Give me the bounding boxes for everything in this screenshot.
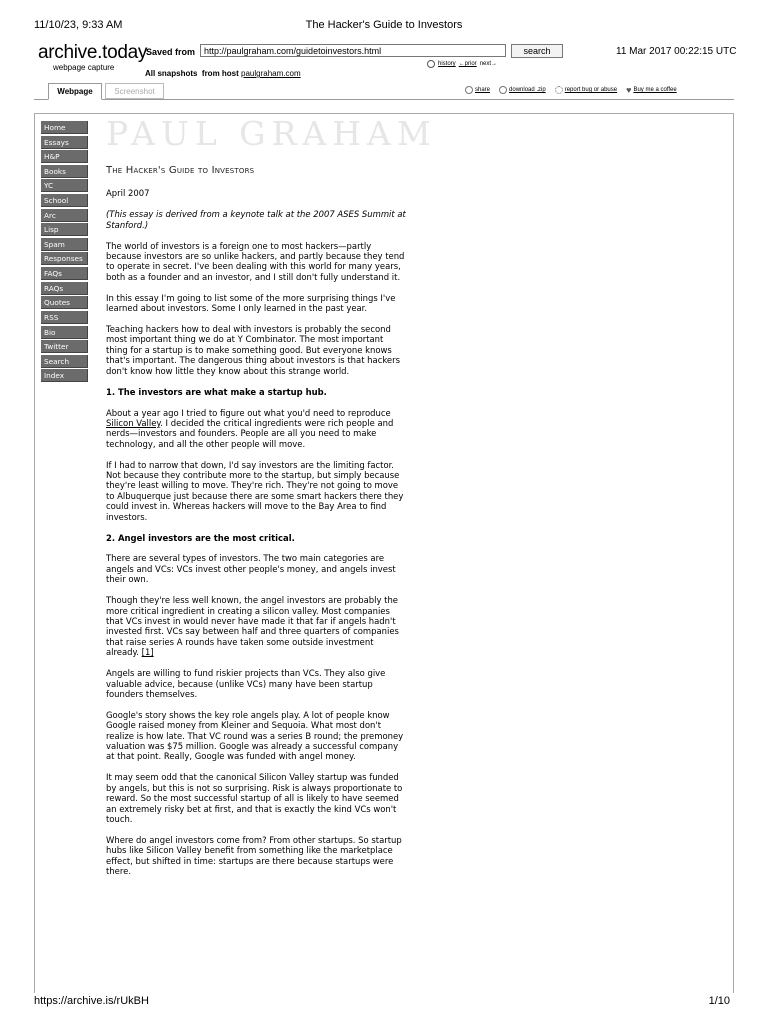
section-heading: 1. The investors are what make a startup hub. xyxy=(106,386,327,397)
paragraph xyxy=(106,408,406,450)
all-snapshots-label: All snapshots xyxy=(145,69,198,78)
paragraph-text: . I decided the critical ingredients were rich people and nerds—investors and founders. People are all you need to make technology, and all the other people will move. xyxy=(106,417,394,449)
nav-home[interactable]: Home xyxy=(41,121,88,134)
saved-from-label: Saved from xyxy=(146,47,196,57)
coffee-button[interactable] xyxy=(626,86,677,94)
paragraph: Angels are willing to fund riskier projects than VCs. They also give valuable advice, because (unlike VCs) many have been startup founders themselves. xyxy=(106,668,386,699)
nav-spam[interactable]: Spam xyxy=(41,238,88,251)
nav-arc[interactable]: Arc xyxy=(41,209,88,222)
essay-title: The Hacker's Guide to Investors xyxy=(106,165,255,176)
paragraph-text: Though they're less well known, the angel investors are probably the more critical ingredient in creating a silicon valley. Most companies that VCs invest in would never have made it that far if angels hadn't invested first. VCs say between half and three quarters of companies that raise series A rounds have taken some outside investment already. xyxy=(106,595,399,658)
tab-screenshot[interactable]: Screenshot xyxy=(105,83,164,99)
report-button[interactable] xyxy=(555,86,617,94)
host-link[interactable]: paulgraham.com xyxy=(241,69,301,78)
from-host-label: from host xyxy=(201,69,239,78)
clock-icon xyxy=(427,60,435,68)
paragraph: If I had to narrow that down, I'd say investors are the limiting factor. Not because they contribute more to the startup, but simply because they're least willing to move. They're rich. They're not going to move to Albuquerque just because there are some smart hackers there they could invest in. Whereas hackers will move to the Bay Area to find investors. xyxy=(106,459,404,522)
paragraph: The world of investors is a foreign one to most hackers—partly because investors are so unlike hackers, and partly because they tend to operate in secret. I've been dealing with this world for many years, both as a founder and an investor, and I still don't fully understand it. xyxy=(106,240,405,282)
paragraph xyxy=(106,595,406,657)
essay-date: April 2007 xyxy=(106,188,150,199)
download-button[interactable] xyxy=(499,86,546,94)
nav-hp[interactable]: H&P xyxy=(41,150,88,163)
all-snapshots-line xyxy=(145,69,301,78)
print-footer-url: https://archive.is/rUkBH xyxy=(34,995,149,1007)
share-icon xyxy=(465,86,473,94)
tab-webpage[interactable]: Webpage xyxy=(48,83,102,100)
history-link[interactable]: history xyxy=(438,61,456,67)
paragraph: Teaching hackers how to deal with investors is probably the second most important thing we do at Y Combinator. The most important thing for a startup is to make something good. But everyone knows that's important. The dangerous thing about investors is that hackers don't know how little they know about this strange world. xyxy=(106,324,400,376)
essay-body xyxy=(106,166,406,887)
nav-bio[interactable]: Bio xyxy=(41,326,88,339)
paragraph-text: About a year ago I tried to figure out what you'd need to reproduce xyxy=(106,407,391,418)
nav-essays[interactable]: Essays xyxy=(41,136,88,149)
search-button[interactable]: search xyxy=(511,44,563,58)
paragraph: There are several types of investors. The two main categories are angels and VCs: VCs invest other people's money, and angels invest their own. xyxy=(106,553,396,585)
history-nav xyxy=(427,60,497,68)
url-input[interactable] xyxy=(200,44,506,57)
next-link[interactable]: next→ xyxy=(479,61,498,67)
nav-search[interactable]: Search xyxy=(41,355,88,368)
nav-index[interactable]: Index xyxy=(41,369,88,382)
snapshot-date: 11 Mar 2017 00:22:15 UTC xyxy=(616,46,737,57)
print-page-number: 1/10 xyxy=(708,995,730,1007)
archive-toolbar xyxy=(465,86,677,94)
nav-faqs[interactable]: FAQs xyxy=(41,267,88,280)
nav-quotes[interactable]: Quotes xyxy=(41,296,88,309)
archive-logo[interactable]: archive.today xyxy=(38,42,148,63)
share-label: share xyxy=(475,87,491,93)
paragraph: Where do angel investors come from? From other startups. So startup hubs like Silicon Valley benefit from something like the marketplace effect, but shifted in time: startups are there because startups were there. xyxy=(106,834,402,877)
download-label: download .zip xyxy=(509,87,546,93)
nav-twitter[interactable]: Twitter xyxy=(41,340,88,353)
paragraph: Google's story shows the key role angels play. A lot of people know Google raised money from Kleiner and Sequoia. What most don't realize is how late. That VC round was a series B round; the premoney valuation was $75 million. Google was already a successful company at that point. Really, Google was funded with angel money. xyxy=(106,709,404,762)
heart-icon: ♥ xyxy=(626,85,632,95)
silicon-valley-link[interactable]: Silicon Valley xyxy=(106,417,161,428)
bug-icon xyxy=(555,86,563,94)
tab-divider xyxy=(34,99,734,100)
print-datetime: 11/10/23, 9:33 AM xyxy=(34,19,123,31)
site-logo[interactable]: PAUL GRAHAM xyxy=(106,114,437,153)
print-title: The Hacker's Guide to Investors xyxy=(305,19,463,31)
share-button[interactable] xyxy=(465,86,490,94)
paragraph: It may seem odd that the canonical Silicon Valley startup was funded by angels, but this is not so surprising. Risk is always proportionate to reward. So the most successful startup of all is likely to have seemed an extremely risky bet at first, and that is exactly the kind VCs won't touch. xyxy=(106,772,403,824)
coffee-label: Buy me a coffee xyxy=(633,87,677,93)
nav-school[interactable]: School xyxy=(41,194,88,207)
report-label: report bug or abuse xyxy=(564,87,618,93)
archive-logo-subtitle: webpage capture xyxy=(53,63,115,72)
prior-link[interactable]: ←prior xyxy=(458,61,477,67)
nav-rss[interactable]: RSS xyxy=(41,311,88,324)
essay-intro: (This essay is derived from a keynote talk at the 2007 ASES Summit at Stanford.) xyxy=(106,209,406,230)
nav-responses[interactable]: Responses xyxy=(41,252,88,265)
paragraph: In this essay I'm going to list some of the more surprising things I've learned about investors. Some I only learned in the past year. xyxy=(106,292,396,314)
footnote-link[interactable]: [1] xyxy=(141,647,154,658)
section-heading: 2. Angel investors are the most critical. xyxy=(106,532,295,543)
cloud-download-icon xyxy=(499,86,507,94)
nav-books[interactable]: Books xyxy=(41,165,88,178)
nav-raqs[interactable]: RAQs xyxy=(41,282,88,295)
nav-lisp[interactable]: Lisp xyxy=(41,223,88,236)
site-nav xyxy=(41,121,88,384)
nav-yc[interactable]: YC xyxy=(41,179,88,192)
